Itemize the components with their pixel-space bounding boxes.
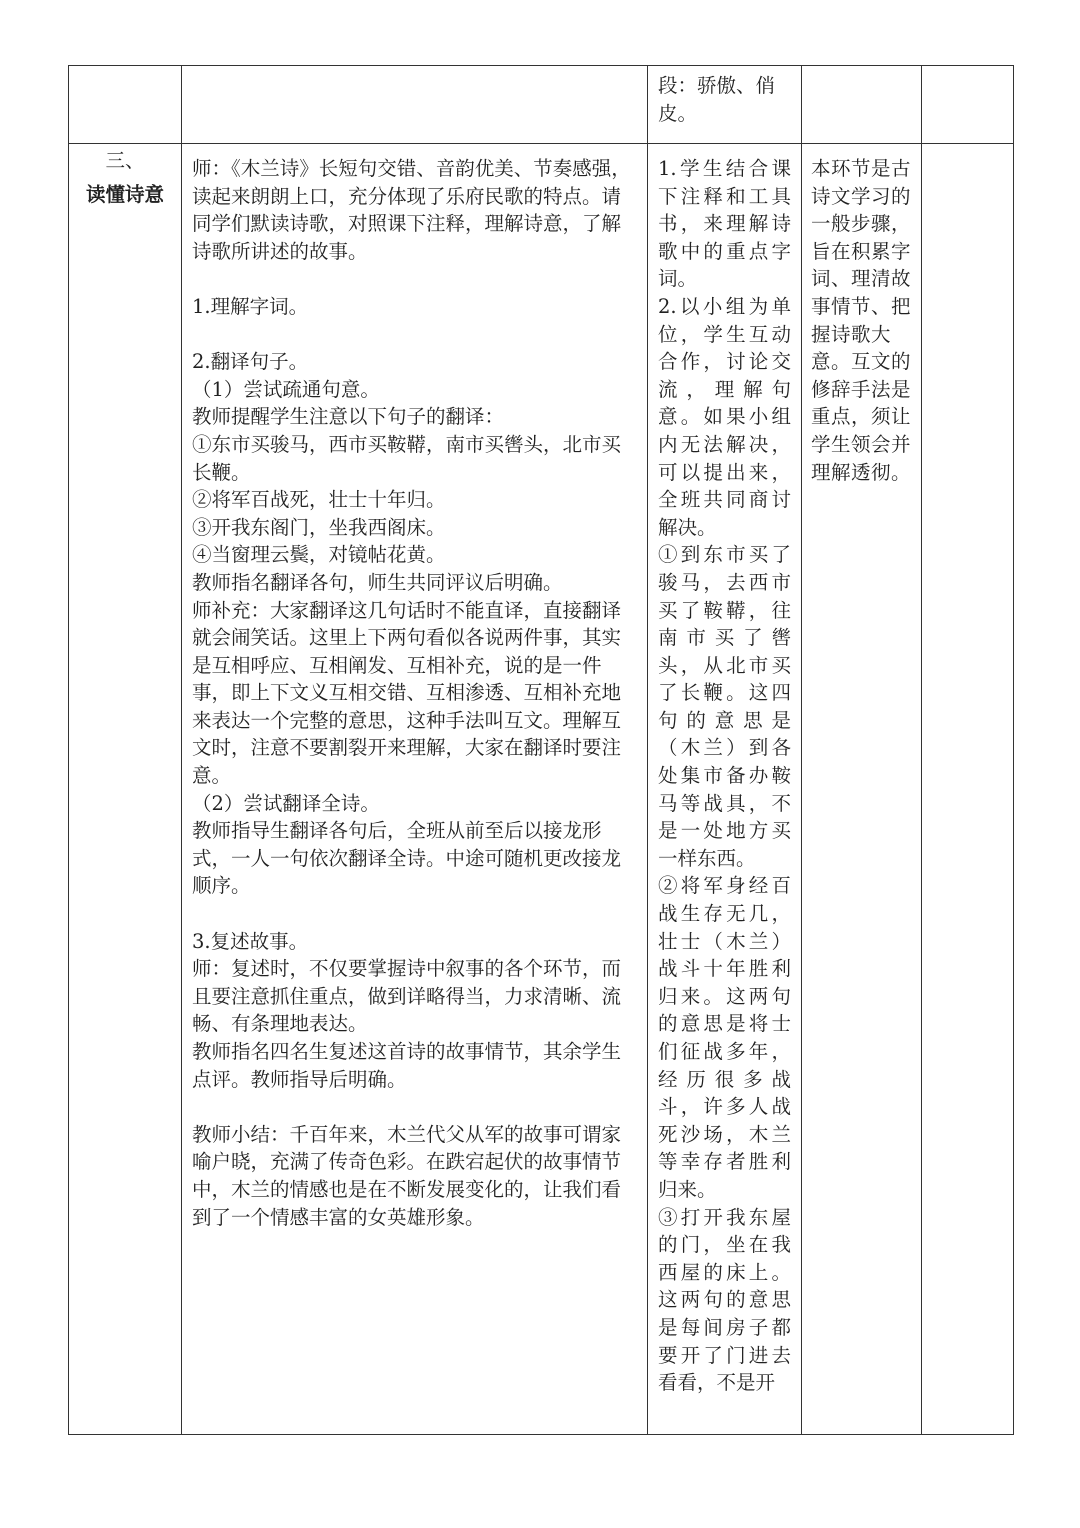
teacher-activity-cell <box>182 144 648 1435</box>
design-intent-cell <box>802 144 922 1435</box>
lesson-plan-table <box>68 65 1014 1435</box>
section-number: 三、 <box>105 149 145 172</box>
student-activity-text: 1.学生结合课下注释和工具书，来理解诗歌中的重点字词。 2.以小组为单位，学生互动合作，讨论交流，理解句意。如果小组内无法解决，可以提出来，全班共同商讨解决。 ①到东市买了骏马，去西市买了鞍鞯，往南市买了辔头，从北市买了长鞭。这四句的意思是（木兰）到各处集市备办鞍马等战具，不是一处地方买一样东西。 ②将军身经百战生存无几，壮士（木兰）战斗十年胜利归来。这两句的意思是将士们征战多年，经历很多战斗，许多人战死沙场，木兰等幸存者胜利归来。 ③打开我东屋的门，坐在我西屋的床上。这两句的意思是每间房子都要开了门进去看看，不是开 <box>658 157 791 1395</box>
section-cell-empty <box>69 66 182 144</box>
teacher-activity-text: 师：《木兰诗》长短句交错、音韵优美、节奏感强，读起来朗朗上口，充分体现了乐府民歌的特点。请同学们默读诗歌，对照课下注释，理解诗意，了解诗歌所讲述的故事。 1.理解字词。 2.翻译句子。 （1）尝试疏通句意。 教师提醒学生注意以下句子的翻译： ①东市买骏马，西市买鞍鞯，南市买辔头，北市买长鞭。 ②将军百战死，壮士十年归。 ③开我东阁门，坐我西阁床。 ④当窗理云鬓，对镜帖花黄。 教师指名翻译各句，师生共同评议后明确。 师补充：大家翻译这几句话时不能直译，直接翻译就会闹笑话。这里上下两句看似各说两件事，其实是互相呼应、互相阐发、互相补充，说的是一件事，即上下文义互相交错、互相渗透、互相补充地来表达一个完整的意思，这种手法叫互文。理解互文时，注意不要割裂开来理解，大家在翻译时要注意。 （2）尝试翻译全诗。 教师指导生翻译各句后，全班从前至后以接龙形式，一人一句依次翻译全诗。中途可随机更改接龙顺序。 3.复述故事。 师：复述时，不仅要掌握诗中叙事的各个环节，而且要注意抓住重点，做到详略得当，力求清晰、流畅、有条理地表达。 教师指名四名生复述这首诗的故事情节，其余学生点评。教师指导后明确。 教师小结：千百年来，木兰代父从军的故事可谓家喻户晓，充满了传奇色彩。在跌宕起伏的故事情节中，木兰的情感也是在不断发展变化的，让我们看到了一个情感丰富的女英雄形象。 <box>192 157 631 1229</box>
student-activity-text: 段：骄傲、俏 皮。 <box>658 74 776 125</box>
design-intent-text: 本环节是古诗文学习的一般步骤，旨在积累字词、理清故事情节、把握诗歌大意。互文的修辞手法是重点，须让学生领会并理解透彻。 <box>811 157 912 484</box>
section-title: 读懂诗意 <box>85 183 164 206</box>
student-activity-cell <box>648 66 802 144</box>
table-row <box>69 144 1014 1435</box>
notes-cell-empty <box>922 66 1014 144</box>
design-intent-cell-empty <box>802 66 922 144</box>
notes-cell <box>922 144 1014 1435</box>
student-activity-cell <box>648 144 802 1435</box>
teacher-cell-empty <box>182 66 648 144</box>
table-row <box>69 66 1014 144</box>
section-label-cell <box>69 144 182 1435</box>
